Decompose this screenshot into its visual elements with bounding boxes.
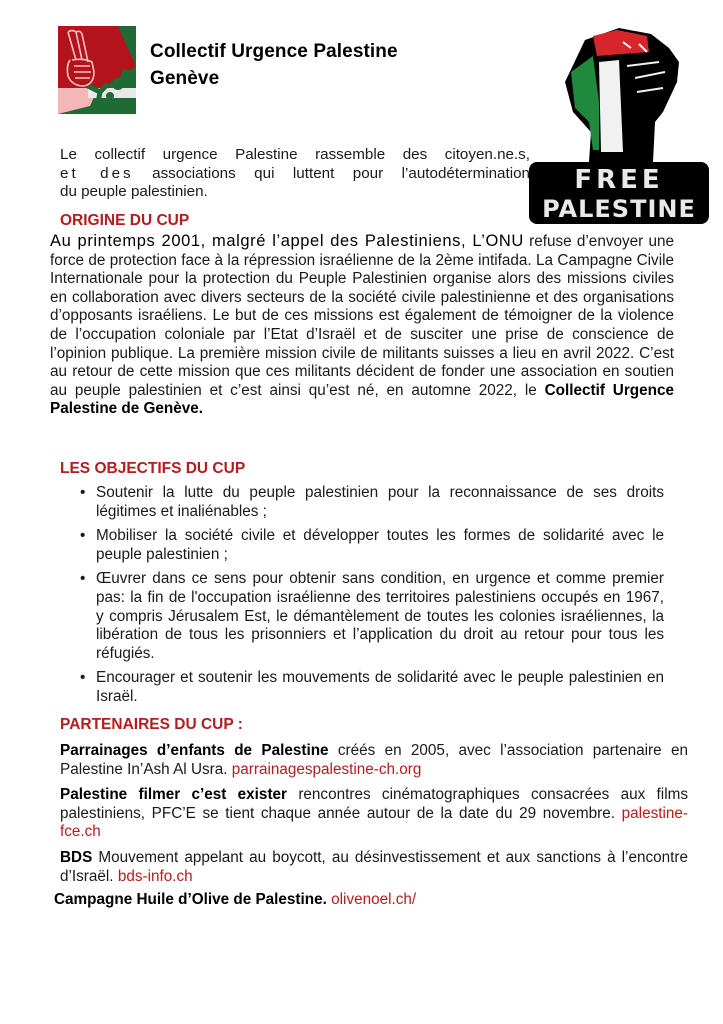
partner-pfce <box>60 786 688 842</box>
intro-paragraph <box>60 146 530 202</box>
list-item <box>80 484 664 521</box>
heading-partenaires: PARTENAIRES DU CUP : <box>60 716 243 733</box>
partner-name: BDS <box>60 849 93 866</box>
bullet-icon: • <box>80 570 86 588</box>
heading-objectifs: LES OBJECTIFS DU CUP <box>60 460 246 477</box>
bullet-icon: • <box>80 484 86 501</box>
origine-lead: Au printemps 2001, malgré l’appel des Palestiniens, L’ONU <box>50 232 524 250</box>
raised-fist-icon <box>527 22 711 226</box>
partner-parrainages <box>60 742 688 779</box>
list-item <box>80 527 664 564</box>
list-item-text: Œuvrer dans ce sens pour obtenir sans condition, en urgence et comme premier pas: la fin de l'occupation israélienne des territoires palestiniens occupés en 1967, y compris Jérusalem Est, le démantèlement de toutes les colonies israéliennes, la libération de tous les prisonniers et l’application du droit au retour pour tous les réfugiés. <box>96 570 664 662</box>
org-title-line2: Genève <box>150 68 220 89</box>
bullet-icon: • <box>80 527 86 545</box>
poster-text-free: FREE <box>574 165 664 195</box>
partner-link[interactable]: parrainagespalestine-ch.org <box>231 760 422 778</box>
poster-text-palestine: PALESTINE <box>542 195 696 223</box>
origine-bold-end: Collectif Urgence Palestine de Genève. <box>50 381 674 418</box>
list-item-text: Mobiliser la société civile et développer toutes les formes de solidarité avec le peuple palestinien ; <box>96 527 664 563</box>
partner-link[interactable]: palestine-fce.ch <box>60 804 688 841</box>
partner-text: créés en 2005, avec l’association partenaire en Palestine In’Ash Al Usra. <box>60 742 688 778</box>
bullet-icon: • <box>80 669 86 687</box>
intro-line-2 <box>60 165 530 184</box>
cup-logo <box>58 26 136 114</box>
partner-link[interactable]: olivenoel.ch/ <box>331 891 417 908</box>
partner-name: Palestine filmer c’est exister <box>60 786 287 803</box>
origine-body: refuse d’envoyer une force de protection face à la répression israélienne de la 2ème intifada. La Campagne Civile Internationale pour la protection du Peuple Palestinien organise alors des missions civiles en collaboration avec divers secteurs de la société civile palestinienne et des organisations d’opposants israéliens. Le but de ces missions est également de témoigner de la violence de l’occupation coloniale par l’Etat d’Israël et de susciter une prise de conscience de l’opinion publique. La première mission civile de militants suisses a lieu en avril 2022. C’est au retour de cette mission que ces militants décident de fonder une association en soutien au peuple palestinien et c’est ainsi qu’est né, en automne 2022, le <box>50 233 674 399</box>
partner-name: Parrainages d’enfants de Palestine <box>60 742 329 759</box>
intro-line-2-rest: associations qui luttent pour l’autodétermination <box>152 164 530 182</box>
partner-text: rencontres cinématographiques consacrées aux films palestiniens, PFC’E se tient chaque année autour de la date du 29 novembre. <box>60 786 688 822</box>
partner-link[interactable]: bds-info.ch <box>117 867 193 885</box>
peace-hand-olive-tree-logo-icon <box>58 26 136 114</box>
list-item <box>80 669 664 706</box>
partner-bds <box>60 849 688 886</box>
org-title <box>150 38 398 92</box>
intro-line-2-spaced: et des <box>60 164 134 182</box>
intro-line-1: Le collectif urgence Palestine rassemble des citoyen.ne.s, <box>60 146 530 163</box>
org-title-line1: Collectif Urgence Palestine <box>150 41 398 62</box>
list-item-text: Soutenir la lutte du peuple palestinien pour la reconnaissance de ses droits légitimes et inaliénables ; <box>96 484 664 520</box>
partner-name: Campagne Huile d’Olive de Palestine. <box>54 891 327 908</box>
free-palestine-poster <box>527 22 711 226</box>
partner-huile-olive <box>54 891 416 909</box>
list-item <box>80 570 664 663</box>
objectifs-list <box>80 484 664 713</box>
partner-text: Mouvement appelant au boycott, au désinvestissement et aux sanctions à l’encontre d’Israël. <box>60 849 688 885</box>
intro-line-3: du peuple palestinien. <box>60 183 208 200</box>
origine-paragraph <box>50 232 674 419</box>
list-item-text: Encourager et soutenir les mouvements de solidarité avec le peuple palestinien en Israël. <box>96 669 664 705</box>
heading-origine: ORIGINE DU CUP <box>60 212 190 229</box>
